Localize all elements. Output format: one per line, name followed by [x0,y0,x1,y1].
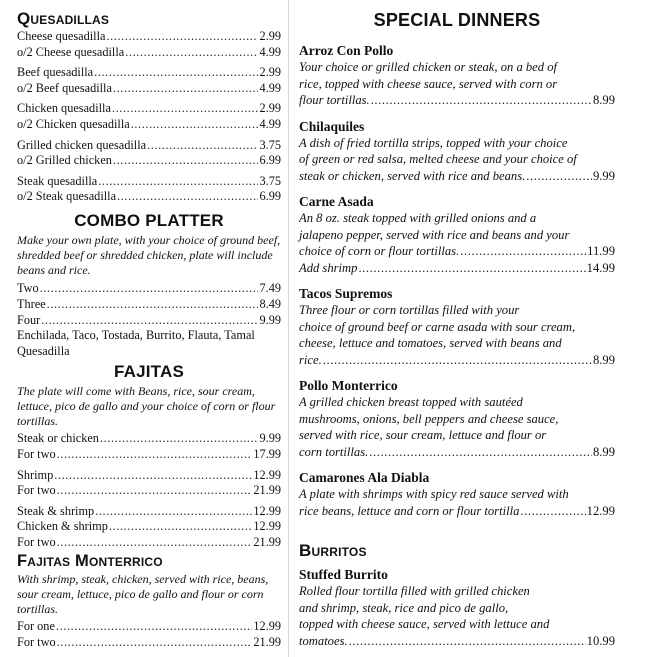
dish-description-line: flour tortillas. [299,93,370,107]
fajitas-section [17,363,281,551]
menu-item-row [17,29,281,45]
dish-description-line: A dish of fried tortilla strips, topped with your choice [299,135,568,150]
dish-title: Tacos Supremos [299,286,393,301]
dish-block [299,470,615,519]
menu-item-price: 21.99 [253,634,281,649]
fajitas-list [17,431,281,550]
dot-leader [57,535,253,551]
dot-leader [56,619,252,635]
menu-item-price: 12.99 [253,519,281,534]
section-title-quesadillas: Quesadillas [17,9,110,28]
dot-leader [113,81,259,97]
menu-item-row [17,189,281,205]
menu-item-row [17,297,281,313]
menu-item-name: Beef quesadilla [17,65,94,80]
menu-item-row [17,468,281,484]
section-title-combo: COMBO PLATTER [74,211,224,230]
menu-item-price: 9.99 [259,431,281,446]
menu-item-row [17,431,281,447]
menu-item-name: o/2 Beef quesadilla [17,80,112,95]
menu-item-name: Steak or chicken [17,431,99,446]
dish-extra-line [299,260,615,277]
menu-item-name: Two [17,281,39,296]
dot-leader [57,483,253,499]
dot-leader [40,281,259,297]
dish-title: Carne Asada [299,194,374,209]
menu-item-row [17,447,281,463]
menu-item-price: 8.49 [259,296,281,311]
burritos-list [299,567,615,649]
section-title-special-dinners: SPECIAL DINNERS [373,10,541,30]
menu-item-row [17,619,281,635]
dish-description-line: A plate with shrimps with spicy red sauce served with [299,487,569,501]
combo-section [17,212,281,359]
menu-item-row [17,153,281,169]
menu-item-row [17,281,281,297]
dish-description-line: mushrooms, onions, bell peppers and cheese sauce, [299,411,559,426]
menu-item-name: For two [17,483,56,498]
menu-item-row [17,138,281,154]
dish-description [299,394,615,460]
menu-item-price: 2.99 [259,29,281,43]
menu-item-name: For one [17,619,55,634]
special-dinners-list [299,43,615,519]
menu-item-price: 6.99 [259,189,281,204]
menu-item-name: o/2 Cheese quesadilla [17,44,125,59]
menu-item-name: Shrimp [17,467,54,482]
menu-item-name: Grilled chicken quesadilla [17,137,147,152]
dish-title: Arroz Con Pollo [299,43,394,58]
dish-description-line: rice beans, lettuce and corn or flour tortilla [299,503,520,518]
menu-item-row [17,117,281,133]
dish-block [299,119,615,185]
dish-description [299,486,615,519]
dish-price: 11.99 [587,244,615,258]
menu-item-price: 21.99 [253,534,281,549]
menu-item-row [17,65,281,81]
dish-price: 9.99 [592,168,615,183]
dish-block [299,378,615,460]
menu-item-price: 12.99 [253,467,281,482]
dot-leader [147,138,258,154]
dish-description-line: A grilled chicken breast topped with sautéed [299,395,523,409]
menu-item-name: Three [17,296,46,311]
menu-item-row [17,535,281,551]
dish-description [299,210,615,276]
menu-item-name: Four [17,312,41,327]
dot-leader [94,65,258,81]
dish-title: Stuffed Burrito [299,567,388,582]
dish-price-line [299,352,615,369]
dot-leader [54,468,252,484]
dot-leader [460,243,586,260]
dish-description [299,59,615,109]
dot-leader [109,519,252,535]
dish-description-line: An 8 oz. steak topped with grilled onions and a [299,211,537,225]
dot-leader [47,297,259,313]
quesadillas-list [17,29,281,205]
fajitas-monterrico-section [17,552,281,651]
dish-price-line [299,92,615,109]
dish-description-line: cheese, lettuce and tomatoes, served with beans and [299,336,562,350]
dish-block [299,567,615,649]
dish-extra-name: Add shrimp [299,260,358,275]
dish-price: 12.99 [586,503,615,518]
menu-item-price: 2.99 [259,101,281,116]
dot-leader [358,260,585,277]
section-title-burritos: Burritos [299,541,367,560]
dish-description [299,302,615,368]
dish-description [299,583,615,649]
dish-description-line: topped with cheese sauce, served with lettuce and [299,617,550,631]
dot-leader [95,504,252,520]
dot-leader [371,92,592,109]
dish-price-line [299,503,615,520]
dish-description-line: corn tortillas. [299,444,369,459]
combo-description: Make your own plate, with your choice of ground beef, shredded beef or shredded chicken, plate will include beans and rice. [17,233,281,277]
dot-leader [106,29,258,45]
menu-item-name: o/2 Chicken quesadilla [17,116,130,131]
dot-leader [520,503,585,520]
menu-item-price: 4.99 [259,116,281,131]
menu-item-name: For two [17,446,56,461]
quesadillas-section [17,10,281,205]
menu-item-row [17,635,281,651]
menu-item-price: 6.99 [259,153,281,168]
menu-item-row [17,174,281,190]
dish-price-line [299,243,615,260]
dish-block [299,286,615,368]
dish-price-line [299,444,615,461]
dot-leader [125,45,258,61]
dish-price: 8.99 [592,444,615,459]
section-title-fajitas: FAJITAS [113,362,185,381]
dot-leader [98,174,258,190]
dish-description-line: rice. [299,352,322,367]
dish-description-line: steak or chicken, served with rice and beans. [299,168,526,183]
menu-item-price: 17.99 [253,446,281,461]
menu-item-price: 12.99 [253,619,281,634]
dish-block [299,194,615,276]
menu-item-name: Chicken & shrimp [17,519,108,534]
dot-leader [117,189,258,205]
dish-description-line: Your choice or grilled chicken or steak, on a bed of [299,60,558,74]
combo-note: Enchilada, Taco, Tostada, Burrito, Flauta, Tamal Quesadilla [17,328,255,358]
dish-description-line: and shrimp, steak, rice and pico de gallo, [299,600,509,615]
dish-price-line [299,633,615,650]
menu-item-row [17,101,281,117]
menu-item-price: 9.99 [259,312,281,327]
menu-item-row [17,81,281,97]
dish-description-line: of green or red salsa, melted cheese and your choice of [299,152,577,166]
dot-leader [57,447,253,463]
dot-leader [323,352,592,369]
menu-item-name: o/2 Grilled chicken [17,153,112,168]
dot-leader [41,313,258,329]
menu-item-name: Cheese quesadilla [17,29,106,43]
menu-item-name: For two [17,534,56,549]
dot-leader [112,101,259,117]
dot-leader [369,444,592,461]
dish-price: 8.99 [592,352,615,367]
menu-item-row [17,313,281,329]
dot-leader [100,431,259,447]
menu-item-name: For two [17,634,56,649]
menu-item-price: 21.99 [253,483,281,498]
dish-title: Camarones Ala Diabla [299,470,430,485]
menu-item-price: 4.99 [259,80,281,95]
section-title-fajitas-monterrico: Fajitas Monterrico [17,552,163,570]
dot-leader [526,168,592,185]
dish-price: 10.99 [586,633,615,648]
menu-item-price: 7.49 [259,281,281,296]
dish-description-line: tomatoes. [299,633,348,648]
menu-item-row [17,483,281,499]
menu-item-name: o/2 Steak quesadilla [17,189,117,204]
menu-item-name: Steak quesadilla [17,173,98,188]
dish-title: Pollo Monterrico [299,378,398,393]
column-divider [288,0,289,657]
fajitas-monterrico-list [17,619,281,650]
menu-item-price: 4.99 [259,44,281,59]
dish-description-line: Three flour or corn tortillas filled with your [299,303,520,317]
dot-leader [131,117,259,133]
combo-list [17,281,281,328]
dish-price: 8.99 [592,93,615,107]
dish-description-line: Rolled flour tortilla filled with grilled chicken [299,584,530,598]
dish-description-line: served with rice, sour cream, lettuce and flour or [299,428,547,442]
menu-item-name: Chicken quesadilla [17,101,111,116]
dish-extra-price: 14.99 [586,260,615,275]
menu-item-name: Steak & shrimp [17,503,95,518]
dish-title: Chilaquiles [299,118,365,134]
dish-price-line [299,168,615,185]
dish-description [299,135,615,185]
menu-item-price: 2.99 [259,65,281,80]
menu-item-price: 12.99 [253,503,281,518]
dish-description-line: jalapeno pepper, served with rice and beans and your [299,227,570,242]
dot-leader [113,153,259,169]
dot-leader [349,633,586,650]
menu-item-price: 3.75 [259,137,281,152]
dot-leader [57,635,253,651]
menu-item-row [17,519,281,535]
fajitas-description: The plate will come with Beans, rice, sour cream, lettuce, pico de gallo and your choice of corn or flour tortillas. [17,384,276,428]
dish-description-line: choice of corn or flour tortillas. [299,244,460,258]
fajitas-monterrico-description: With shrimp, steak, chicken, served with rice, beans, sour cream, lettuce, pico de gallo and flour or corn tortillas. [17,572,269,616]
menu-item-row [17,45,281,61]
dish-description-line: rice, topped with cheese sauce, served with corn or [299,76,558,91]
dish-block [299,43,615,109]
menu-item-row [17,504,281,520]
dish-description-line: choice of ground beef or carne asada with sour cream, [299,319,576,334]
menu-item-price: 3.75 [259,173,281,188]
